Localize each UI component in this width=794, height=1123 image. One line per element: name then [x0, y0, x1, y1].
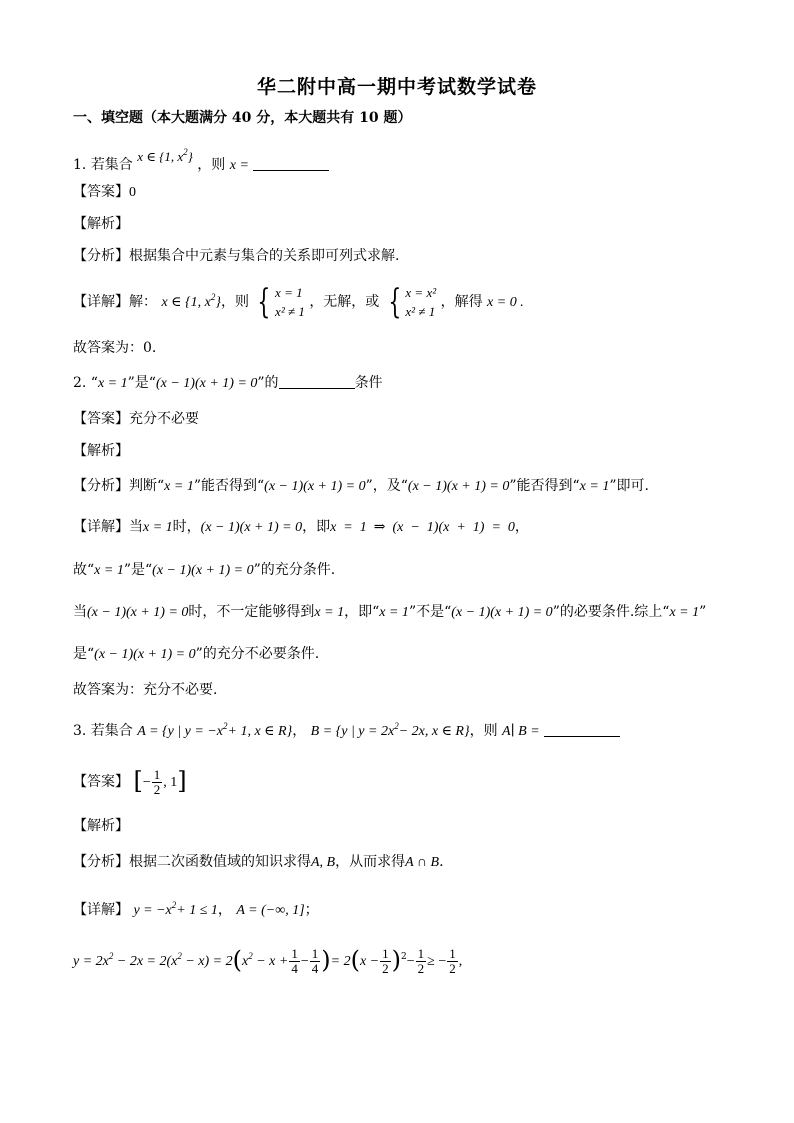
q3-answer: 【答案】 [− $\frac{1}{2}$ , 1] — [73, 766, 187, 797]
q1-fenxi: 【分析】根据集合中元素与集合的关系即可列式求解. — [73, 248, 400, 264]
q2-line2: 故“x = 1”是“(x − 1)(x + 1) = 0”的充分条件. — [73, 562, 336, 578]
q1-stem-text: 若集合 — [90, 157, 133, 173]
q1-system-2: x = x² x² ≠ 1 — [405, 285, 437, 319]
q1-number: 1. — [73, 157, 87, 173]
q3-answer-blank — [544, 722, 620, 737]
q3-equation: $y = 2x^2 - 2x = 2(x^2 - x) = 2(x^2 - x$ + $\frac{1}{4}$ − $\frac{1}{4}$ )= 2(x − $\frac{1}{2}$ )$^2$− $\frac{1}{2}$ ≥ − $\frac{1}{2}$ , — [73, 945, 463, 976]
q1-answer-blank — [253, 156, 329, 171]
q2-conclusion: 故答案为：充分不必要. — [73, 682, 218, 698]
q1-conclusion: 故答案为：0. — [73, 340, 157, 356]
q2-fenxi: 【分析】判断“x = 1”能否得到“(x − 1)(x + 1) = 0”，及“(x − 1)(x + 1) = 0”能否得到“x = 1”即可. — [73, 478, 649, 494]
q2-answer-blank — [279, 374, 355, 389]
q1-analysis-tag: 【解析】 — [73, 216, 129, 232]
q2-analysis-tag: 【解析】 — [73, 443, 129, 459]
q1-stem: 1. 若集合 x ∈ {1, $x^2$} ，则 x = — [73, 150, 329, 176]
q3-answer-fraction: $\frac{1}{2}$ — [153, 766, 161, 797]
q2-xiangjie: 【详解】当x = 1时，(x − 1)(x + 1) = 0，即x = 1 ⇒ (x − 1)(x + 1) = 0， — [73, 519, 529, 535]
q2-stem: 2. “x = 1”是“(x − 1)(x + 1) = 0”的 条件 — [73, 375, 383, 391]
q1-xiangjie: 【详解】解： x ∈ {1, $x^2$}，则 { x = 1 x² ≠ 1 ，无解，或 { x = x² x² ≠ 1 ，解得 x = 0 . — [73, 282, 524, 322]
page-title: 华二附中高一期中考试数学试卷 — [256, 76, 537, 98]
q1-system-1: x = 1 x² ≠ 1 — [275, 285, 305, 319]
q3-stem: 3. 若集合 A = {y | $y = -x^2+ 1$, x ∈ R}， B = {y | $y = 2x^2- 2x$, x ∈ R}，则 A∣ B = — [73, 716, 620, 742]
q1-answer: 【答案】0 — [73, 184, 136, 200]
q2-line4: 是“(x − 1)(x + 1) = 0”的充分不必要条件. — [73, 646, 320, 662]
q2-answer: 【答案】充分不必要 — [73, 411, 199, 427]
q2-line3: 当(x − 1)(x + 1) = 0时，不一定能够得到x = 1，即“x = 1”不是“(x − 1)(x + 1) = 0”的必要条件.综上“x = 1” — [73, 604, 707, 620]
q3-analysis-tag: 【解析】 — [73, 818, 129, 834]
q1-set: x ∈ {1, $x^2$} — [137, 147, 193, 164]
q3-xiangjie: 【详解】 $y = -x^2+ 1 \le 1$， A = (−∞, 1]； — [73, 900, 319, 918]
q3-fenxi: 【分析】根据二次函数值域的知识求得A, B，从而求得A ∩ B. — [73, 854, 444, 870]
section-heading: 一、填空题（本大题满分 40 分，本大题共有 10 题） — [73, 110, 412, 126]
